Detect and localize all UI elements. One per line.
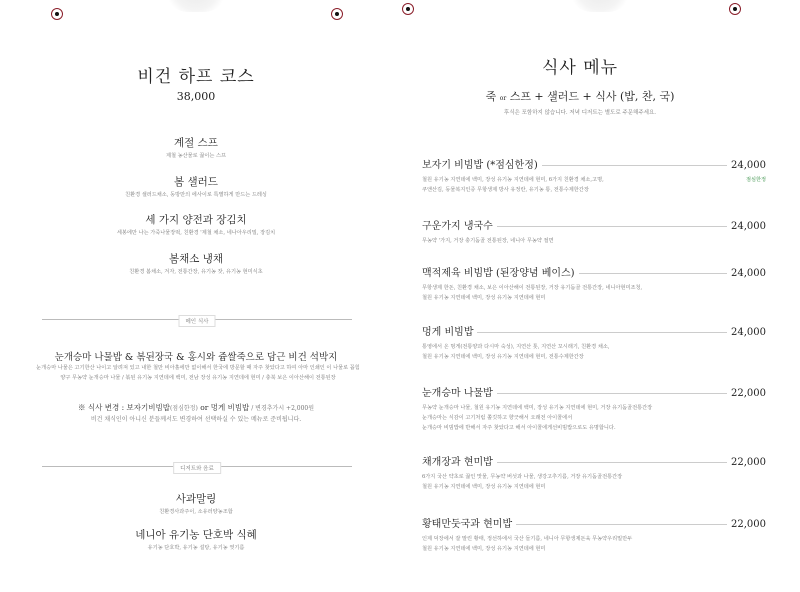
- menu-item-desc: [422, 175, 766, 195]
- dessert-desc: 유기농 단호박, 유기농 설탕, 유기농 엿기름: [147, 545, 245, 551]
- dotted-leader: [497, 462, 727, 463]
- dotted-leader: [579, 273, 727, 274]
- meal-menu-subtitle: [380, 88, 780, 104]
- main-meal-desc: 양구 무농약 눈개승마 나물 / 볶된 유기농 지연데에 백미, 전남 장성 유기농 지연데에 현미 / 충북 보은 이아산해이 전통된장: [60, 375, 336, 381]
- lunch-only-badge: 점심한정: [745, 177, 766, 183]
- menu-item-name: 멍게 비빔밥: [422, 327, 474, 338]
- desc-line: 무농약 눈개승마 나물, 철원 유기농 지연데에 백미, 장성 유기농 지연데에 현미, 거장 유기돔골전통간장: [422, 405, 653, 411]
- meal-menu-title: 식사 메뉴: [541, 58, 619, 78]
- menu-item-price: 22,000: [731, 519, 766, 530]
- menu-item-price: 24,000: [731, 268, 766, 279]
- desc-line: 철원 유기농 지연데에 백미, 장성 유기농 지연데에 현미: [422, 484, 546, 490]
- subtitle-or: or: [499, 95, 507, 102]
- dessert-name: 네니아 유기농 단호박 식혜: [135, 529, 257, 541]
- bullet-icon: [729, 3, 741, 15]
- menu-item: [422, 384, 766, 433]
- meal-change-tag: (점심한정): [169, 405, 198, 412]
- course-item-name: 계절 스프: [174, 137, 218, 149]
- desc-line: 무농약 '가지, 거장 충기돔골 전통된장, 네니아 무농약 절면: [422, 238, 554, 244]
- course-price: 38,000: [176, 90, 216, 103]
- desc-line: 무항생제 한돈, 친환경 채소, 보은 이아산해이 전통된장, 거장 유기돔골 전통간장, 네니아현미조청,: [422, 285, 643, 291]
- menu-item-desc: [422, 283, 766, 303]
- main-meal-label: 메인 식사: [178, 315, 215, 327]
- desc-line: 통영에서 온 멍게(전통양과 다시마 숙성), 지연산 톳, 지연산 꼬시래기, 친환경 채소,: [422, 344, 610, 350]
- menu-item-price: 22,000: [731, 457, 766, 468]
- desc-line: 눈개승마 비빔밥에 반해서 자주 찾았다고 해서 아이콜에게선비빔밥으로도 유명합니다.: [422, 425, 616, 431]
- menu-item-desc: [422, 534, 766, 554]
- menu-item-name: 보자기 비빔밥 (*점심한정): [422, 160, 538, 171]
- desc-line: 철원 유기농 지연데에 백미, 장성 유기농 지연데에 현미, 전통수제한간장: [422, 354, 584, 360]
- dessert-name: 사과말링: [175, 493, 217, 505]
- subtitle-set: 스프 + 샐러드 + 식사 (밥, 찬, 국): [509, 90, 675, 103]
- menu-item-name: 맥적제육 비빔밥 (된장양념 베이스): [422, 268, 575, 279]
- menu-item-name: 눈개승마 나물밥: [422, 388, 493, 399]
- meal-menu-note: 후식은 포함하지 않습니다. 저녁 디저트는 별도로 주문해주세요.: [503, 110, 657, 116]
- menu-item: [422, 156, 766, 195]
- floral-ornament-icon: [164, 0, 228, 12]
- course-item-desc: 세봉에만 나는 가죽나물장떡, 친환경 '제철 채소, 네나아우리밀, 장김치: [116, 230, 276, 236]
- course-item-desc: 제철 농산물로 끓이는 스프: [165, 153, 227, 159]
- dessert-desc: 친환경사과주이, 소유러양농조합: [159, 509, 233, 515]
- menu-item-price: 24,000: [731, 221, 766, 232]
- course-item-desc: 친환경 샐러드채소, 동방만의 에사이로 특별하게 만드는 드레싱: [125, 192, 267, 198]
- course-item-name: 세 가지 양전과 장김치: [145, 214, 247, 226]
- bullet-icon: [51, 8, 63, 20]
- dotted-leader: [542, 165, 727, 166]
- meal-change-surcharge: / 변경추가시 +2,000원: [249, 405, 315, 412]
- course-title: 비건 하프 코스: [137, 67, 255, 87]
- menu-item-name: 황태만둣국과 현미밥: [422, 519, 513, 530]
- desc-line: 눈개승마는 식감이 고기처럼 쫄깃하고 향긋해서 오래전 아이콜에서: [422, 415, 573, 421]
- menu-item-desc: [422, 342, 766, 362]
- dessert-label: 디저트와 음료: [173, 462, 221, 474]
- meal-change-prefix: ※ 식사 변경 : 보자기비빔밥: [77, 403, 170, 412]
- main-meal-name: 눈개승마 나물밥 & 볶된장국 & 홍시와 쥼쌀죽으로 담근 비건 석박지: [54, 352, 338, 363]
- dessert-divider: [42, 466, 352, 472]
- course-item-name: 봄 샐러드: [174, 176, 218, 188]
- dotted-leader: [497, 393, 727, 394]
- menu-item-name: 채개장과 현미밥: [422, 457, 493, 468]
- course-item-desc: 친환경 봄채소, 겨자, 전통간장, 유기농 잣, 유기농 현미식초: [129, 269, 263, 275]
- desc-line: 6가지 국산 약초로 끓인 맛물, 무농약 버섯과 나물, 생강고추기름, 거장 유기돔골전통간장: [422, 474, 623, 480]
- menu-item-desc: [422, 236, 766, 246]
- meal-change-alt: or 멍게 비빔밥: [197, 403, 250, 412]
- desc-line: 철원 유기농 지연데에 백미, 장성 유기농 지연데에 현미, 6가지 친환경 채소,고명,: [422, 177, 604, 183]
- menu-item-desc: [422, 472, 766, 492]
- right-menu-page: [400, 0, 800, 592]
- main-meal-divider: [42, 319, 352, 325]
- dotted-leader: [516, 524, 727, 525]
- menu-item: [422, 453, 766, 492]
- menu-item-price: 24,000: [731, 160, 766, 171]
- menu-item: [422, 323, 766, 362]
- bullet-icon: [331, 8, 343, 20]
- subtitle-porridge: 죽: [485, 90, 497, 103]
- desc-line: 쿠앤산김, 동물복지인증 무항생제 방사 유정란, 유기농 통, 전통수제한간장: [422, 187, 589, 193]
- menu-item: [422, 217, 766, 246]
- menu-item-name: 구운가지 냉국수: [422, 221, 493, 232]
- menu-item-desc: [422, 403, 766, 433]
- desc-line: 인제 덕장에서 잘 말린 황태, 정선하에서 국산 들기름, 네니아 무항생제돈육 무농약우리밀만두: [422, 536, 633, 542]
- main-meal-desc: 눈개승마 나물은 고기한산 나이고 알려져 있고 내한 철만 비아흘에만 없이해서 한국에 방문할 때 자주 찾았다고 하여 아마 인쇄인 이 나물로 꼽힘: [36, 365, 360, 371]
- meal-change-note: [0, 403, 396, 414]
- menu-item-price: 22,000: [731, 388, 766, 399]
- menu-item: [422, 515, 766, 554]
- desc-line: 철원 유기농 지연데에 백미, 장성 유기농 지연데에 현미: [422, 546, 546, 552]
- course-item-name: 봄채소 냉채: [168, 253, 224, 265]
- bullet-icon: [402, 3, 414, 15]
- desc-line: 철원 유기농 지연데에 백미, 장성 유기농 지연데에 현미: [422, 295, 546, 301]
- dotted-leader: [477, 332, 727, 333]
- floral-ornament-icon: [568, 0, 632, 12]
- meal-change-note-line2: 비건 채식인이 아니신 분들께서도 변경하여 선택하실 수 있는 메뉴로 준비됩니다.: [90, 416, 302, 423]
- menu-item-price: 24,000: [731, 327, 766, 338]
- menu-item: [422, 264, 766, 303]
- dotted-leader: [497, 226, 727, 227]
